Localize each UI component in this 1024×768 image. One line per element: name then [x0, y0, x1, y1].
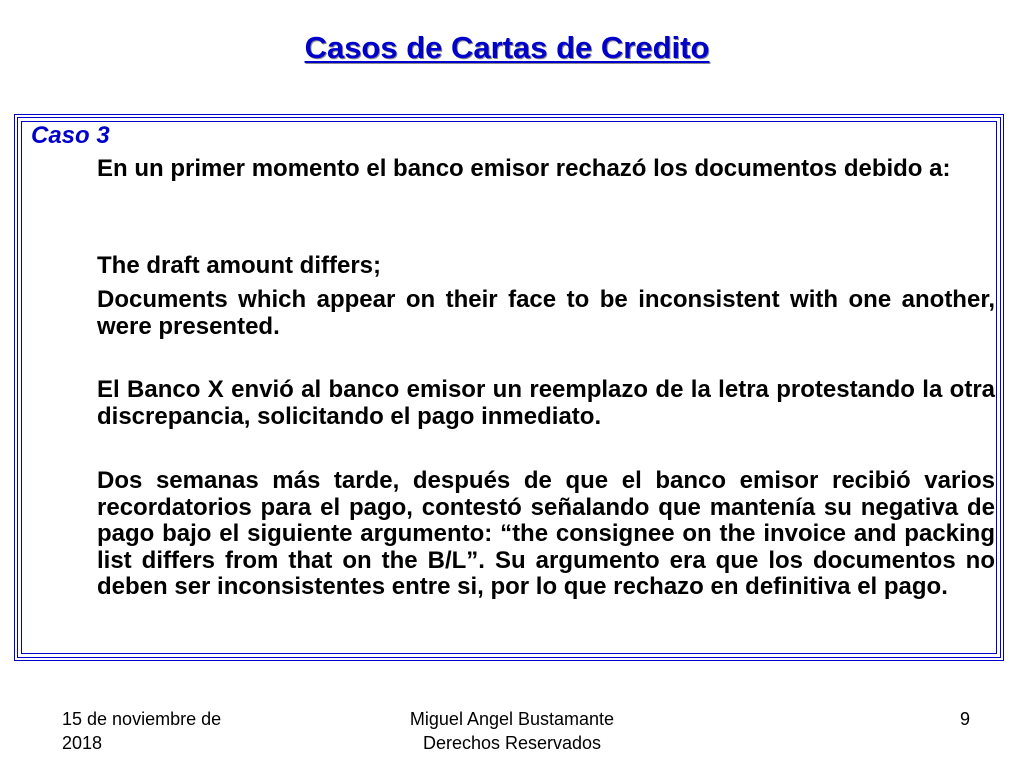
- paragraph-dos-semanas: Dos semanas más tarde, después de que el banco emisor recibió varios recordatorios para el pago, contestó señalando que mantenía su negativa de pago bajo el siguiente argumento: “the consignee on the invoice and packing list differs from that on the B/L”. Su argumento era que los documentos no deben ser inconsistentes entre si, por lo que rechazo en definitiva el pago.: [97, 467, 995, 600]
- footer-rights: Derechos Reservados: [422, 733, 602, 753]
- footer-date: 15 de noviembre de 2018: [62, 709, 222, 753]
- case-heading: Caso 3: [31, 122, 110, 149]
- slide-title: Casos de Cartas de Credito: [304, 30, 710, 65]
- paragraph-draft-amount: The draft amount differs;: [97, 252, 382, 279]
- paragraph-inconsistent-documents: Documents which appear on their face to be inconsistent with one another, were presented.: [97, 286, 995, 340]
- footer-author-name: Miguel Angel Bustamante: [409, 709, 615, 729]
- paragraph-intro: En un primer momento el banco emisor rechazó los documentos debido a:: [97, 155, 951, 182]
- paragraph-banco-x: El Banco X envió al banco emisor un reemplazo de la letra protestando la otra discrepancia, solicitando el pago inmediato.: [97, 376, 995, 430]
- footer-author: [362, 707, 662, 755]
- page-number: 9: [959, 709, 970, 729]
